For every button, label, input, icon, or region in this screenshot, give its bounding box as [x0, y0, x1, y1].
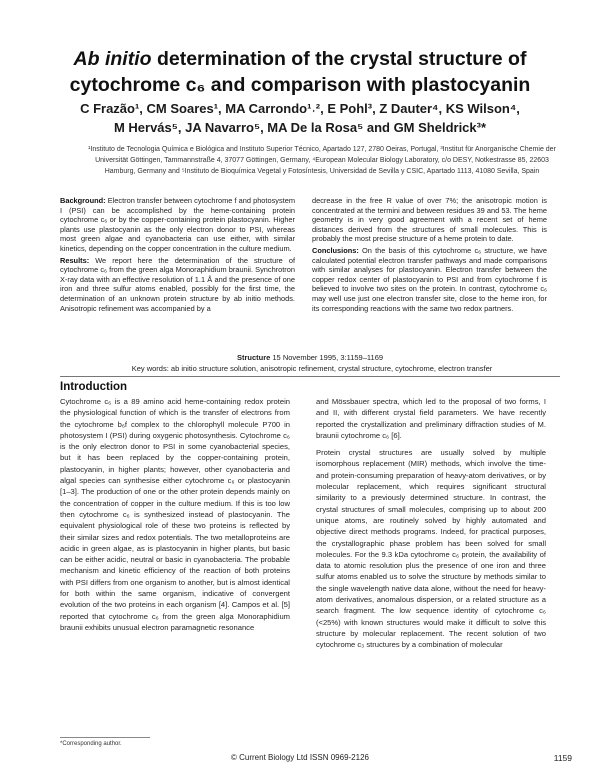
body-left-column — [60, 396, 290, 639]
abstract-right-column — [312, 196, 547, 315]
abstract-left-column — [60, 196, 295, 315]
abstract-results-continued: decrease in the free R value of over 7%; the anisotropic motion is concentrated at the termini and between residues 39 and 53. The heme geometry is in very good agreement with a recent set of heme distances derived from the structures of small molecules. This is probably the most precise structure of a heme protein to date. — [312, 196, 547, 244]
body-right-column — [316, 396, 546, 657]
author-list — [24, 99, 576, 137]
footnote: *Corresponding author. — [60, 741, 122, 747]
abstract-results: Results: We report here the determination of the structure of cytochrome c₆ from the green alga Monoraphidium braunii. Synchrotron X-ray data with an effective resolution of 1.1 Å and the presence of one iron and three sulfur atoms enabled, possibly for the first time, the determination of an unknown protein structure by ab initio methods. Anisotropic refinement was accompanied by a — [60, 255, 295, 313]
authors-line2: M Hervás⁵, JA Navarro⁵, MA De la Rosa⁵ and GM Sheldrick³* — [113, 120, 487, 135]
footnote-divider — [60, 737, 150, 738]
abstract-background: Background: Electron transfer between cytochrome f and photosystem I (PSI) can be accomplished by the heme-containing protein cytochrome c₆ or by the copper-containing protein plastocyanin. Higher plants use plastocyanin as the only electron donor to PSI, whereas most green algae and cyanobacteria can use either, with similar kinetics, depending on the copper concentration in the culture medium. — [60, 196, 295, 253]
intro-paragraph-3: Protein crystal structures are usually solved by multiple isomorphous replacement (MIR) methods, which involve the time- and protein-consuming preparation of heavy-atom derivatives, or by molecular replacement, which requires significant structural similarity to a previously determined structure. In contrast, the crystal structures of small molecules, comprising up to about 200 unique atoms, are routinely solved by highly automated and objective direct methods programs. Indeed, for practical purposes, the crystallographic phase problem has been solved for small molecules. For the 9.3 kDa cytochrome c₆ protein, the availability of data to atomic resolution plus the presence of one iron and three sulfur atoms enabled us to solve the structure by methods similar to the single wavelength native data alone, without the need for heavy-atom derivatives, anomalous dispersion, or a related structure as a search fragment. The low sequence identity of cytochrome c₆ (<25%) with known structures would make it difficult to solve this structure by molecular replacement. The recent solution of two cytochrome c₃ structures by a combination of molecular — [316, 448, 546, 650]
authors-line1: C Frazão¹, CM Soares¹, MA Carrondo¹˒², E Pohl³, Z Dauter⁴, KS Wilson⁴, — [80, 101, 520, 116]
title-line1: determination of the crystal structure of — [156, 48, 527, 70]
keywords-text: ab initio structure solution, anisotropic refinement, crystal structure, cytochrome, electron transfer — [170, 364, 493, 373]
abstract-conclusions: Conclusions: On the basis of this cytochrome c₆ structure, we have calculated potential electron transfer pathways and made comparisons with similar analyses for plastocyanin. Electron transfer between the copper redox center of plastocyanin to PSI and from cytochrome f is believed to involve two sites on the protein. In contrast, cytochrome c₆ may well use just one electron transfer site, close to the heme iron, for its corresponding reactions with the same two redox partners. — [312, 245, 547, 313]
keywords-label: Key words: — [131, 364, 169, 373]
title-italic: Ab initio — [73, 48, 152, 70]
title-line2: cytochrome c₆ and comparison with plastocyanin — [69, 74, 531, 96]
introduction-heading: Introduction — [60, 381, 128, 393]
citation-line — [60, 353, 560, 362]
page-number: 1159 — [553, 753, 572, 763]
intro-paragraph-2: and Mössbauer spectra, which led to the proposal of two forms, I and II, with different crystal field parameters. We have recently reported the crystallization and preliminary diffraction studies of M. braunii cytochrome c₆ [6]. — [316, 397, 546, 440]
publisher-footer: © Current Biology Ltd ISSN 0969-2126 — [231, 753, 369, 762]
keywords — [64, 364, 560, 373]
journal-name: Structure — [236, 353, 271, 362]
section-divider — [60, 376, 560, 377]
affiliations: ¹Instituto de Tecnologia Química e Biológica and Instituto Superior Técnico, Apartado 127, 2780 Oeiras, Portugal, ³Institut für Anorganische Chemie der Universität Göttingen, Tammannstraße 4, 37077 Göttingen, Germany, ⁴European Molecular Biology Laboratory, c/o DESY, Notkestrasse 85, 22603 Hamburg, Germany and ⁵Instituto de Bioquímica Vegetal y Fotosíntesis, Universidad de Sevilla y CSIC, Apartado 1113, 41080 Sevilla, Spain — [88, 146, 556, 175]
article-title — [20, 46, 580, 98]
intro-paragraph-1: Cytochrome c₆ is a 89 amino acid heme-containing redox protein the physiological function of which is the transfer of electrons from the cytochrome b₆f complex to the chlorophyll molecule P700 in photosystem I (PSI) during oxygenic photosynthesis. Cytochrome c₆ is the only electron donor to PSI in some cyanobacterial species, but it has been replaced by the copper-containing protein, plastocyanin, in higher plants; however, other cyanobacteria and algal species can synthesise either cytochrome c₆ or plastocyanin [1–3]. The production of one or the other protein depends mainly on the concentration of copper in the culture medium. If this is too low then cytochrome c₆ is synthesized instead of plastocyanin. The equivalent physiological role of these two proteins is reflected by their similar sizes and redox potentials. The two metalloproteins are acidic in green algae, as is plastocyanin in higher plants, but basic can be either acidic, neutral or basic in cyanobacteria. The probable mechanism and kinetic efficiency of the reaction of both proteins with PSI differs from one organism to another, but is almost identical for both within the same organism, indicative of convergent evolution of the two proteins in each organism [4]. Campos et al. [5] reported that cytochrome c₆ from the green alga Monoraphidium braunii exhibits unusual electron paramagnetic resonance — [60, 397, 290, 632]
citation-details: 15 November 1995, 3:1159–1169 — [272, 353, 384, 362]
